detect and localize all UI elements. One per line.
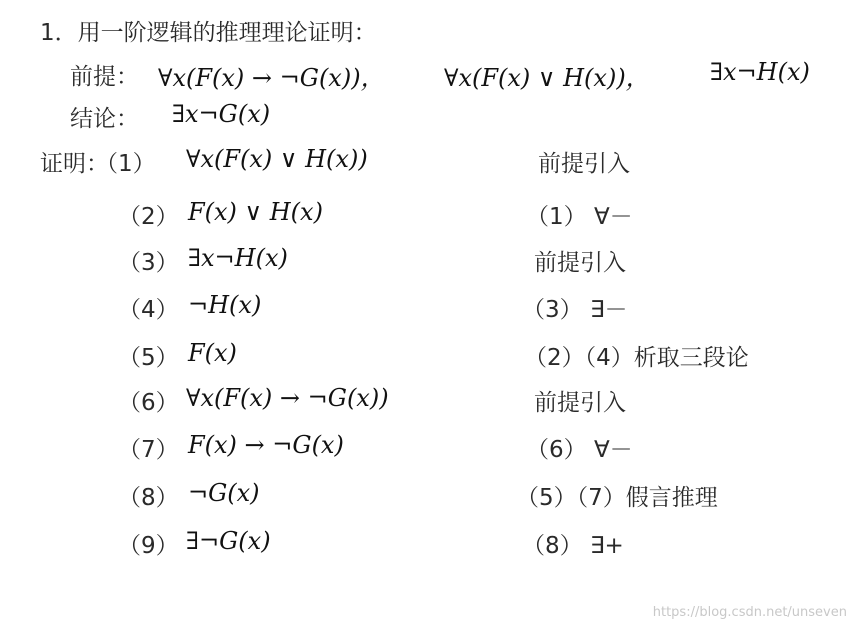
step-7-reason: （6） ∀－ [526, 437, 633, 463]
step-8-reason: （5）（7）假言推理 [516, 485, 718, 511]
proof-label: 证明： [40, 151, 109, 177]
step-5-formula: F(x) [188, 339, 237, 367]
step-3-formula: ∃x¬H(x) [188, 244, 288, 272]
step-1-formula: ∀x(F(x) ∨ H(x)) [186, 145, 368, 173]
step-4-number: （4） [118, 297, 179, 323]
step-2-formula: F(x) ∨ H(x) [188, 198, 323, 226]
step-6-reason: 前提引入 [534, 390, 626, 416]
step-4-reason: （3） ∃－ [522, 297, 628, 323]
premise-2: ∀x(F(x) ∨ H(x))， [444, 64, 650, 92]
premise-1: ∀x(F(x) → ¬G(x))， [158, 64, 385, 92]
step-1-number: （1） [95, 151, 156, 177]
step-8-number: （8） [118, 485, 179, 511]
step-2-reason: （1） ∀－ [526, 204, 633, 230]
problem-title: 1．用一阶逻辑的推理理论证明： [40, 20, 377, 46]
step-2-number: （2） [118, 204, 179, 230]
step-3-reason: 前提引入 [534, 250, 626, 276]
step-4-formula: ¬H(x) [188, 291, 262, 319]
premises-label: 前提： [70, 64, 139, 90]
step-6-number: （6） [118, 390, 179, 416]
step-6-formula: ∀x(F(x) → ¬G(x)) [186, 384, 389, 412]
step-7-formula: F(x) → ¬G(x) [188, 431, 344, 459]
step-8-formula: ¬G(x) [188, 479, 260, 507]
step-1-reason: 前提引入 [538, 151, 630, 177]
step-5-reason: （2）（4）析取三段论 [524, 345, 749, 371]
step-9-reason: （8） ∃+ [522, 533, 624, 559]
watermark: https://blog.csdn.net/unseven [652, 605, 847, 620]
step-9-formula: ∃¬G(x) [186, 527, 271, 555]
step-3-number: （3） [118, 250, 179, 276]
conclusion-formula: ∃x¬G(x) [172, 100, 271, 128]
step-7-number: （7） [118, 437, 179, 463]
premise-3: ∃x¬H(x) [710, 58, 810, 86]
step-5-number: （5） [118, 345, 179, 371]
step-9-number: （9） [118, 533, 179, 559]
conclusion-label: 结论： [70, 106, 139, 132]
